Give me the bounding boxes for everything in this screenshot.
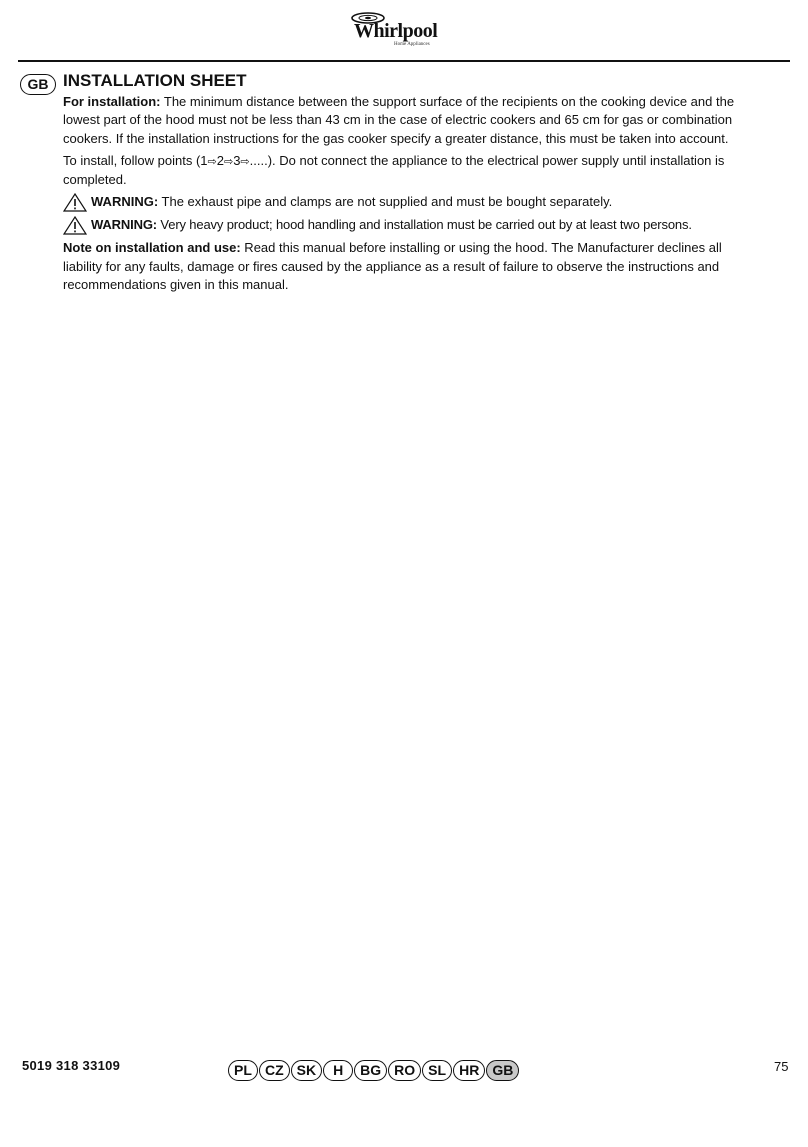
whirlpool-logo [348, 10, 448, 52]
note-text: Read this manual before installing or using the hood. The Manufacturer declines all liability for any faults, damage or fires caused by the appliance as a result of failure to observe the instructions and recommendations given in this manual. [63, 240, 722, 293]
language-badge-hr: HR [453, 1060, 485, 1081]
step-2: 2 [216, 152, 224, 168]
arrow-right-icon: ⇨ [207, 155, 217, 168]
steps-prefix: To install, follow points ( [63, 152, 201, 168]
installation-label: For installation: [63, 94, 161, 109]
warning-2-label: WARNING: [91, 217, 157, 233]
steps-ellipsis: ..... [249, 152, 268, 168]
warning-1 [63, 193, 753, 212]
language-badge-pl: PL [228, 1060, 258, 1081]
warning-2-text: Very heavy product; hood handling and installation must be carried out by at least two persons. [156, 217, 692, 233]
language-badge-h: H [323, 1060, 353, 1081]
arrow-right-icon: ⇨ [223, 155, 234, 168]
page-title: INSTALLATION SHEET [63, 71, 247, 90]
page-number: 75 [774, 1059, 789, 1074]
header-language-badge: GB [20, 74, 56, 95]
step-3: 3 [233, 152, 241, 168]
warning-2 [63, 216, 753, 235]
language-badge-gb: GB [486, 1060, 519, 1081]
warning-1-label: WARNING: [91, 194, 159, 210]
language-badge-cz: CZ [259, 1060, 290, 1081]
steps-paragraph [63, 152, 753, 190]
arrow-right-icon: ⇨ [240, 155, 250, 168]
language-badge-ro: RO [388, 1060, 421, 1081]
instructions-body [63, 93, 753, 298]
language-badge-bg: BG [354, 1060, 387, 1081]
logo-tagline: Home Appliances [394, 42, 430, 47]
step-1: 1 [200, 152, 208, 168]
logo-brand-text: Whirlpool [354, 20, 438, 42]
note-paragraph [63, 239, 753, 294]
document-code: 5019 318 33109 [22, 1058, 121, 1073]
warning-triangle-icon [63, 193, 87, 212]
warning-triangle-icon [63, 216, 87, 235]
language-selector [228, 1060, 519, 1081]
language-badge-sl: SL [422, 1060, 452, 1081]
note-label: Note on installation and use: [63, 240, 241, 256]
installation-text: The minimum distance between the support surface of the recipients on the cooking device and the lowest part of the hood must not be less than 43 cm in the case of electric cookers and 65 cm for gas or combination cookers. If the installation instructions for the gas cooker specify a greater distance, this must be taken into account. [63, 94, 735, 146]
language-badge-sk: SK [291, 1060, 322, 1081]
warning-1-text: The exhaust pipe and clamps are not supplied and must be bought separately. [158, 194, 613, 210]
steps-suffix: ). Do not connect the appliance to the electrical power supply until installation is completed. [63, 152, 725, 188]
top-divider [18, 60, 790, 62]
installation-paragraph [63, 93, 753, 148]
